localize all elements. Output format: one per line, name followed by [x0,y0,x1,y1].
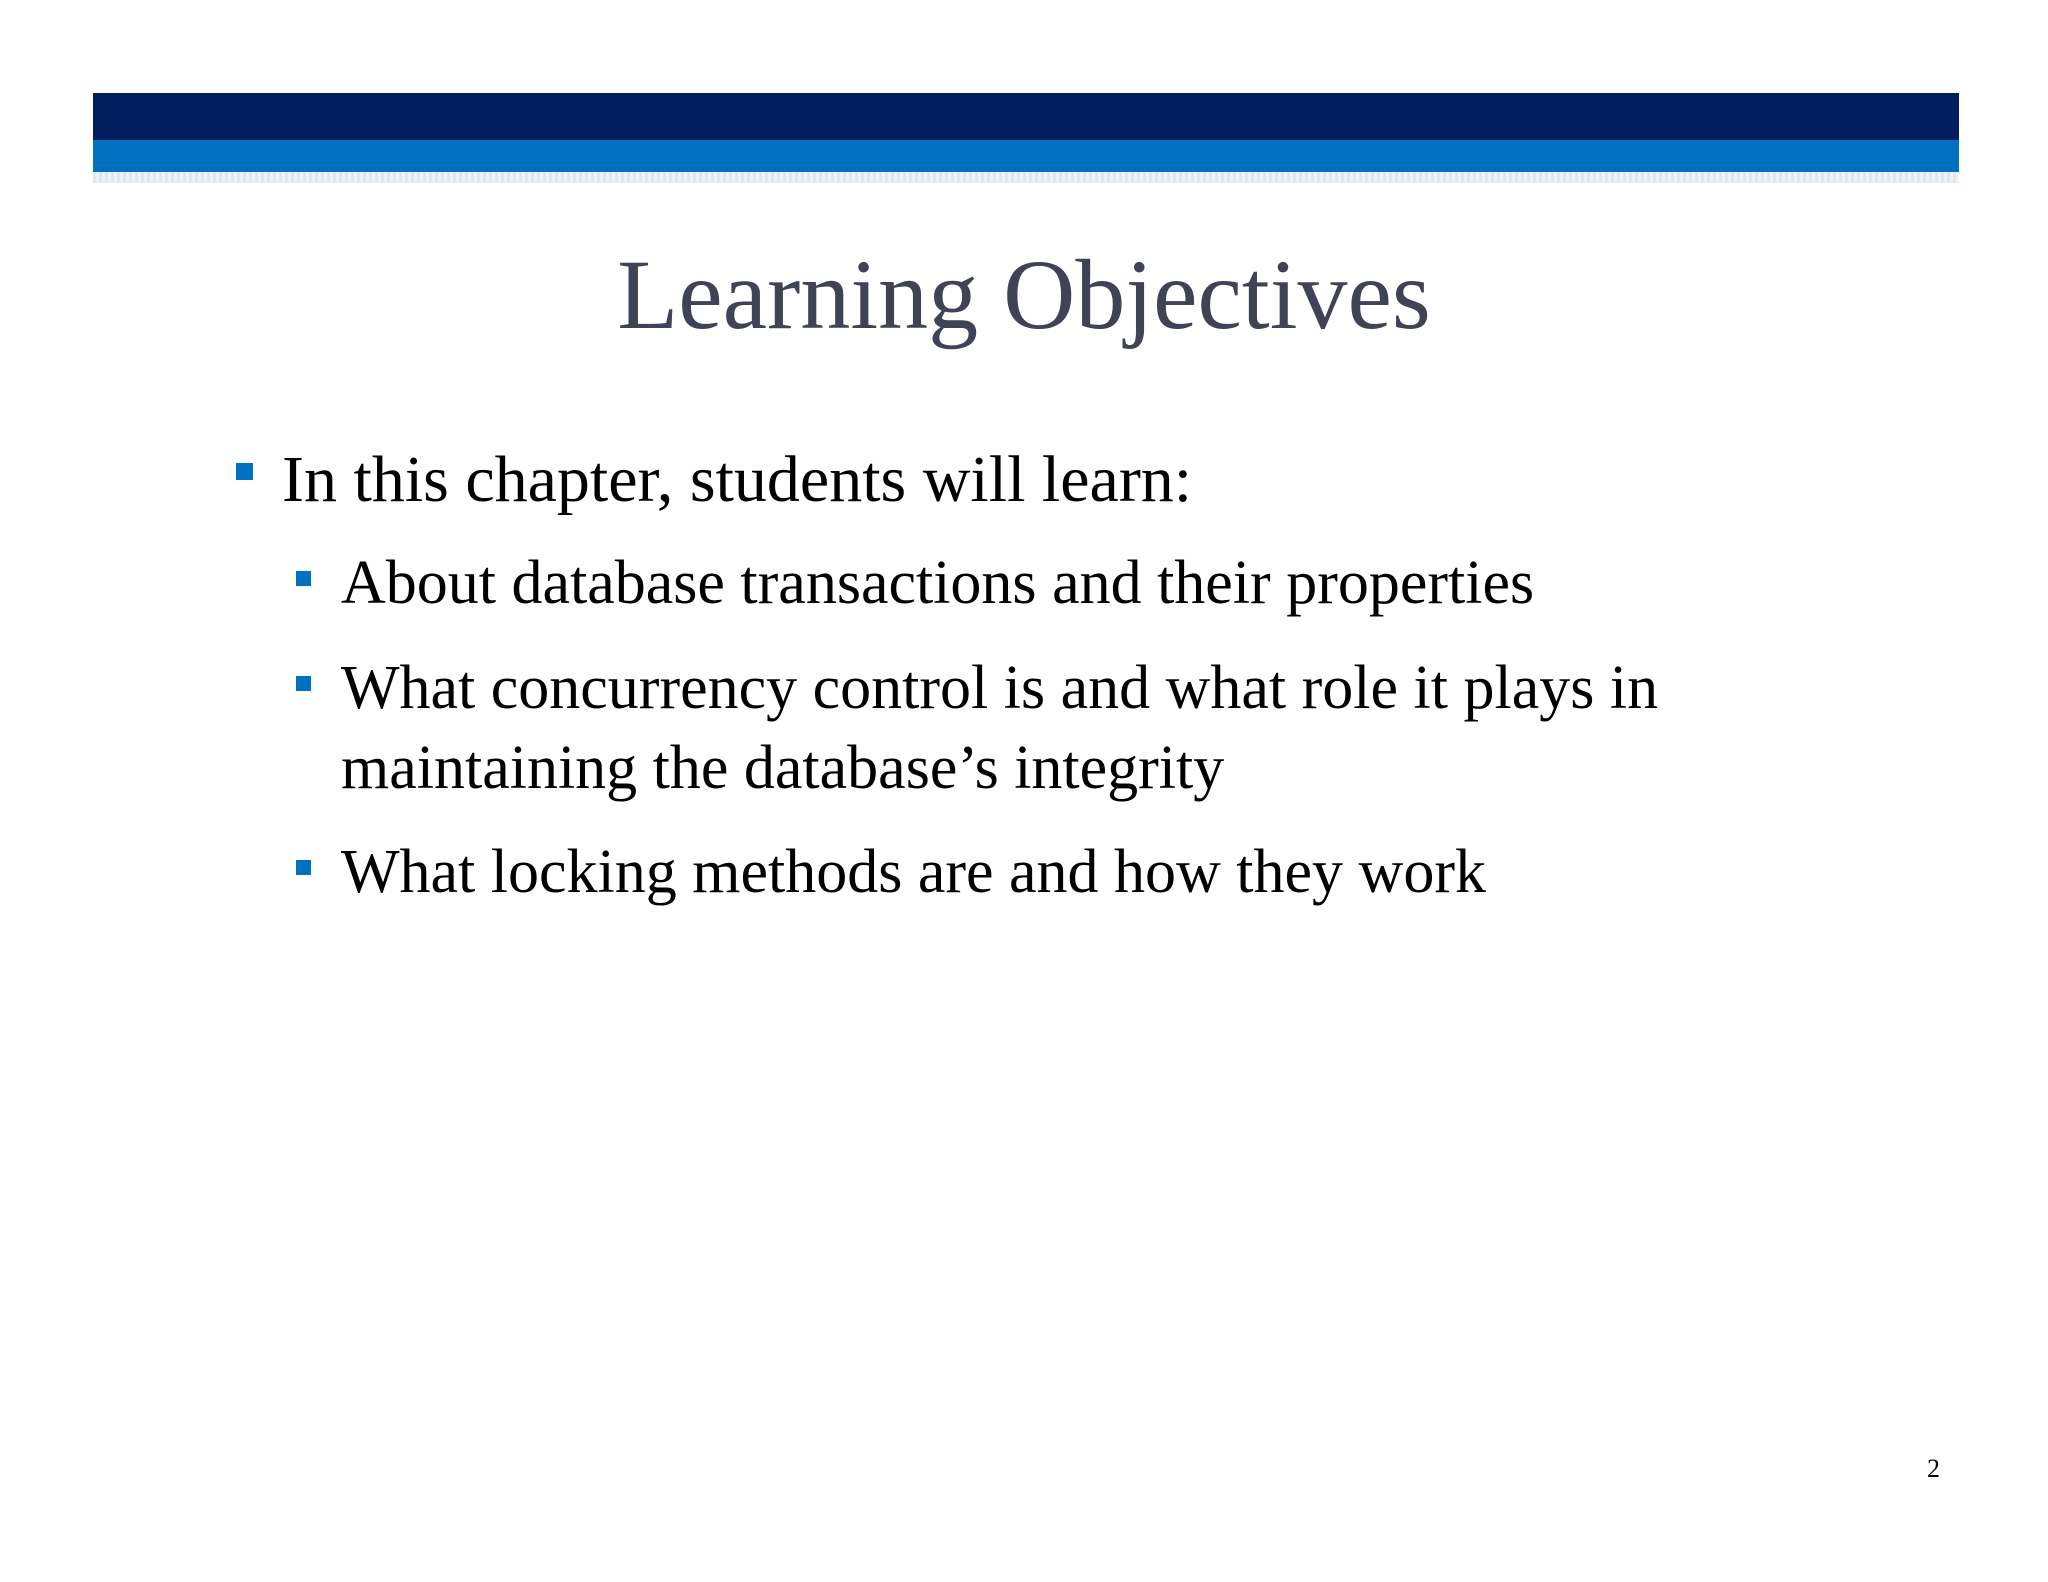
square-bullet-icon [236,463,253,480]
objective-text: What locking methods are and how they work [341,838,1486,906]
intro-text: In this chapter, students will learn: [282,443,1193,516]
square-bullet-icon [296,676,311,691]
header-bar [93,93,1959,183]
intro-item [282,440,1882,520]
square-bullet-icon [296,571,311,586]
header-bar-fade-stripe [93,172,1959,183]
page-number: 2 [1927,1454,1940,1483]
objective-text: About database transactions and their properties [341,549,1535,617]
objective-text: What concurrency control is and what role it plays in maintaining the database’s integrity [341,654,1659,802]
slide-title: Learning Objectives [617,239,1431,350]
objective-item [341,543,1811,623]
objective-item [341,832,1811,912]
header-bar-light-stripe [93,140,1959,172]
square-bullet-icon [296,860,311,875]
header-bar-dark-stripe [93,93,1959,140]
objective-item [341,648,1811,808]
